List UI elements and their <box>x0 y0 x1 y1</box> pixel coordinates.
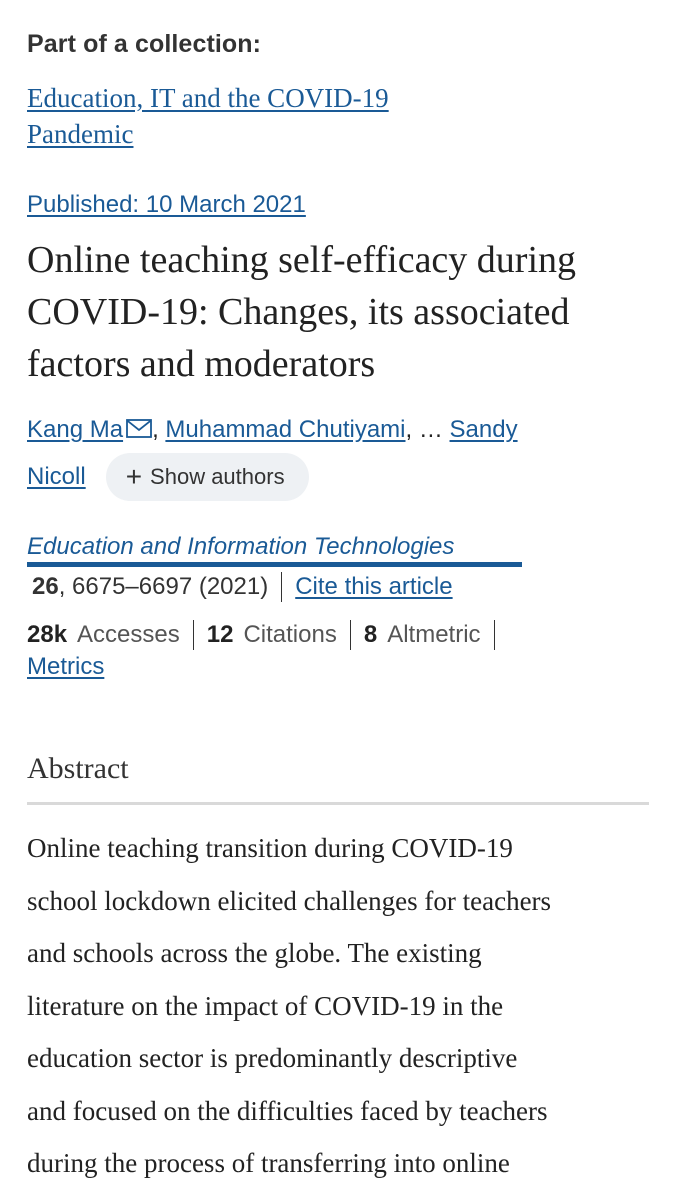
abstract-divider <box>27 802 649 805</box>
author-link-sandy-nicoll-part1[interactable]: Sandy <box>449 416 518 443</box>
collection-link[interactable]: Education, IT and the COVID-19 Pandemic <box>27 83 389 149</box>
show-authors-button[interactable] <box>106 453 309 501</box>
divider <box>350 620 351 650</box>
altmetric-count: 8 <box>363 621 378 648</box>
metrics-summary <box>27 620 508 650</box>
author-link-sandy-nicoll-part2[interactable]: Nicoll <box>27 463 86 490</box>
author-separator: , <box>152 416 166 443</box>
plus-icon: + <box>125 461 143 492</box>
divider <box>193 620 194 650</box>
published-date[interactable]: Published: 10 March 2021 <box>27 191 306 218</box>
author-list-row2 <box>27 453 309 501</box>
author-link-muhammad-chutiyami[interactable]: Muhammad Chutiyami <box>165 416 406 443</box>
journal-link[interactable]: Education and Information Technologies <box>27 533 455 560</box>
altmetric-label: Altmetric <box>387 621 481 648</box>
author-link-kang-ma[interactable]: Kang Ma <box>27 416 124 443</box>
show-authors-label: Show authors <box>150 464 285 489</box>
envelope-icon[interactable] <box>126 417 152 436</box>
volume-number: 26 <box>32 573 59 600</box>
author-list <box>27 416 518 444</box>
abstract-heading: Abstract <box>27 752 129 785</box>
collection-label: Part of a collection: <box>27 30 262 58</box>
cite-article-link[interactable]: Cite this article <box>295 573 453 600</box>
volume-pages: , 6675–6697 (2021) <box>58 573 269 600</box>
accesses-label: Accesses <box>77 621 180 648</box>
author-ellipsis: , … <box>405 416 443 443</box>
citation-info <box>32 572 453 602</box>
divider <box>281 572 282 602</box>
journal-underline-end <box>494 562 522 567</box>
citations-label: Citations <box>243 621 337 648</box>
accesses-count: 28k <box>27 621 68 648</box>
abstract-body: Online teaching transition during COVID-19 school lockdown elicited challenges for teachers and schools across the globe. The existing literature on the impact of COVID-19 in the education sector is predominantly descriptive and focused on the difficulties faced by teachers during the process of transferring into online <box>27 833 552 1178</box>
metrics-link[interactable]: Metrics <box>27 653 105 680</box>
journal-underline <box>27 562 495 567</box>
divider <box>494 620 495 650</box>
citations-count: 12 <box>206 621 234 648</box>
article-title: Online teaching self-efficacy during COVID-19: Changes, its associated factors and moderators <box>27 239 577 385</box>
